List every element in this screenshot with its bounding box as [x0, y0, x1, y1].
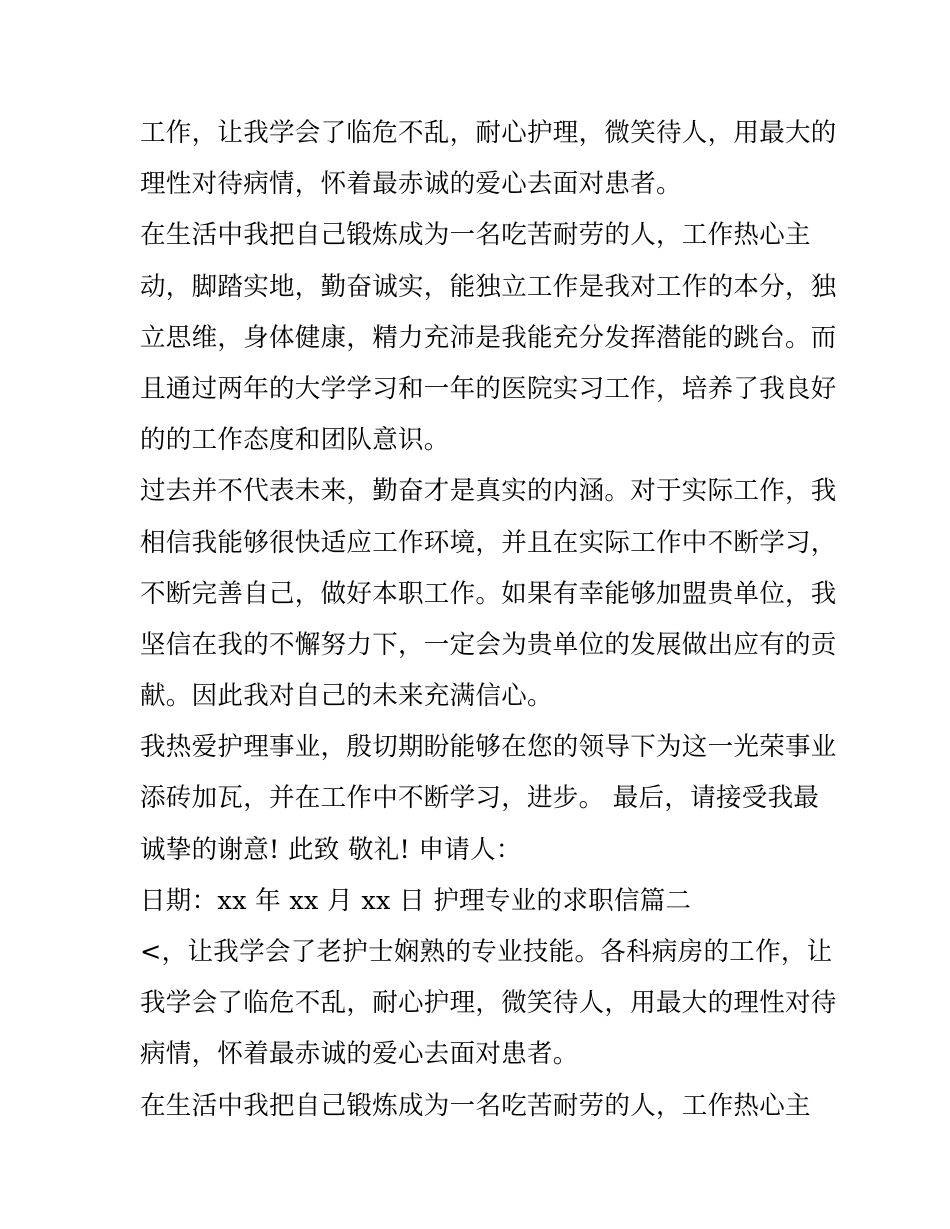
text-line: 相信我能够很快适应工作环境，并且在实际工作中不断学习， [140, 527, 837, 558]
text-line: 坚信在我的不懈努力下，一定会为贵单位的发展做出应有的贡 [140, 629, 837, 660]
text-line: 不断完善自己，做好本职工作。如果有幸能够加盟贵单位，我 [140, 578, 837, 609]
text-line: 理性对待病情，怀着最赤诚的爱心去面对患者。 [140, 169, 682, 200]
text-line: 在生活中我把自己锻炼成为一名吃苦耐劳的人，工作热心主 [140, 1090, 811, 1121]
date-heading-line: 日期：xx 年 xx 月 xx 日 护理专业的求职信篇二 [140, 885, 692, 916]
text-line: 过去并不代表未来，勤奋才是真实的内涵。对于实际工作，我 [140, 476, 837, 507]
text-line: 立思维，身体健康，精力充沛是我能充分发挥潜能的跳台。而 [140, 322, 837, 353]
text-line: 我学会了临危不乱，耐心护理，微笑待人，用最大的理性对待 [140, 988, 837, 1019]
text-line: 工作，让我学会了临危不乱，耐心护理，微笑待人，用最大的 [140, 118, 837, 148]
text-line: 添砖加瓦，并在工作中不断学习，进步。 最后，请接受我最 [140, 783, 820, 814]
text-line: 的的工作态度和团队意识。 [140, 425, 450, 456]
text-line: 在生活中我把自己锻炼成为一名吃苦耐劳的人，工作热心主 [140, 220, 811, 251]
text-line: 诚挚的谢意! 此致 敬礼! 申请人： [140, 834, 522, 865]
text-line: 且通过两年的大学学习和一年的医院实习工作，培养了我良好 [140, 373, 837, 404]
text-line: <，让我学会了老护士娴熟的专业技能。各科病房的工作，让 [140, 937, 833, 967]
text-line: 献。因此我对自己的未来充满信心。 [140, 681, 553, 712]
document-body [140, 108, 837, 1132]
text-line: 动，脚踏实地，勤奋诚实，能独立工作是我对工作的本分，独 [140, 271, 837, 302]
text-line: 病情，怀着最赤诚的爱心去面对患者。 [140, 1039, 579, 1070]
text-line: 我热爱护理事业，殷切期盼能够在您的领导下为这一光荣事业 [140, 732, 837, 763]
